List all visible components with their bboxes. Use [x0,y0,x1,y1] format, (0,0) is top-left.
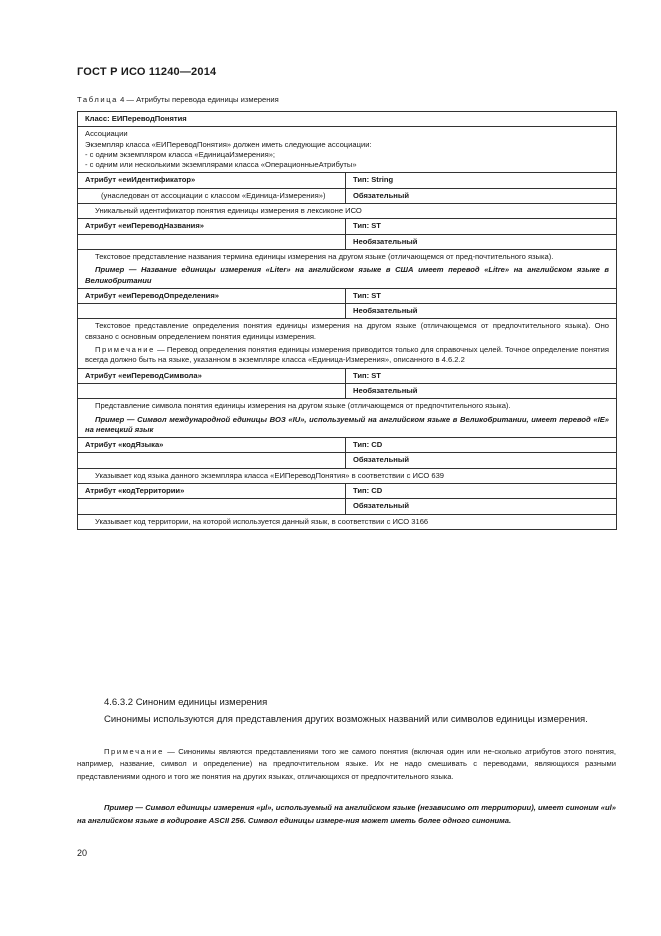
attr-desc-row [78,319,617,368]
class-row [78,112,617,127]
attr-description: Уникальный идентификатор понятия единицы измерения в лексиконе ИСО [78,204,617,219]
attr-type: Тип: ST [346,219,617,234]
attr-desc-row [78,399,617,438]
attr-row [78,438,617,453]
attributes-table [77,111,617,530]
attr-example: Пример — Название единицы измерения «Liter» на английском языке в США имеет перевод «Litre» на английском языке в Великобритании [85,265,610,285]
attr-description: Указывает код языка данного экземпляра класса «ЕИПереводПонятия» в соответствии с ИСО 639 [78,468,617,483]
attr-description: Текстовое представление названия термина единицы измерения на другом языке (отличающемся от пред-почтительного языка). [95,251,554,261]
attr-row [78,484,617,499]
attr-name: Атрибут «еиПереводСимвола» [78,368,346,383]
class-label: Класс: ЕИПереводПонятия [78,112,617,127]
caption-word: Таблица [77,95,118,104]
attr-description-cell [78,399,617,438]
attr-inherit-note: (унаследован от ассоциации с классом «Единица-Измерения») [78,188,346,203]
attr-name: Атрибут «еиПереводОпределения» [78,288,346,303]
attr-example: Пример — Символ международной единицы ВОЗ «IU», используемый на английском языке в Великобритании, имеет перевод «IE» на немецкий язык [85,414,610,434]
attr-obligation: Необязательный [346,234,617,249]
associations-row [78,127,617,173]
attr-type: Тип: ST [346,288,617,303]
note-text: — Синонимы являются представлениями того же самого понятия (включая один или не-сколько атрибутов этого понятия, например, название, символ и определение) на предпочтительном языке. Их не надо смешивать с переводами, являющихся разными представлениями одного и того же понятия на других языках, отличающихся от предпочтительного языка. [77,747,616,781]
association-item: - с одним экземпляром класса «ЕдиницаИзмерения»; [85,149,276,159]
attr-description: Представление символа понятия единицы измерения на другом языке (отличающемся от предпочтительного языка). [95,401,511,411]
attr-desc-row [78,514,617,529]
attr-row [78,288,617,303]
associations-intro: Экземпляр класса «ЕИПереводПонятия» должен иметь следующие ассоциации: [85,139,372,149]
associations-title: Ассоциации [85,129,128,139]
attr-obligation-row [78,188,617,203]
section-example: Пример — Символ единицы измерения «μl», используемый на английском языке (независимо от территории), имеет синоним «ul» на английском языке в кодировке ASCII 256. Символ единицы измере-ния может иметь более одного синонима. [77,803,616,825]
attr-obligation-row [78,499,617,514]
note-word: Примечание [104,747,164,756]
attr-row [78,219,617,234]
attr-row [78,173,617,188]
attr-description-cell [78,319,617,368]
associations-cell [78,127,617,173]
attr-obligation-row [78,383,617,398]
attr-obligation: Обязательный [346,499,617,514]
attr-type: Тип: String [346,173,617,188]
attr-obligation-row [78,453,617,468]
table-caption [77,95,279,104]
attr-type: Тип: CD [346,484,617,499]
attr-obligation: Обязательный [346,188,617,203]
attr-obligation: Обязательный [346,453,617,468]
note-text: — Перевод определения понятия единицы измерения приводится только для справочных целей. Точное определение понятия всегда должно быть на языке, указанном в экземпляре класса «Единица-Измерения», описанного в 4.6.2.2 [85,345,610,365]
attr-name: Атрибут «кодТерритории» [78,484,346,499]
document-title: ГОСТ Р ИСО 11240—2014 [77,66,217,78]
attr-name: Атрибут «еиПереводНазвания» [78,219,346,234]
attr-row [78,368,617,383]
section-note [77,746,616,783]
attr-description: Указывает код территории, на которой используется данный язык, в соответствии с ИСО 3166 [78,514,617,529]
attr-obligation-row [78,304,617,319]
attr-desc-row [78,468,617,483]
attr-description: Текстовое представление определения понятия единицы измерения на другом языке (отличающемся от предпочтительного языка). Оно связано с основным определением понятия единицы измерения. [85,321,610,341]
attr-description-cell [78,249,617,288]
page-number: 20 [77,848,88,858]
attr-obligation-row [78,234,617,249]
attr-name: Атрибут «кодЯзыка» [78,438,346,453]
attr-obligation: Необязательный [346,304,617,319]
attr-name: Атрибут «еиИдентификатор» [78,173,346,188]
attr-note [85,345,609,366]
caption-text: 4 — Атрибуты перевода единицы измерения [117,95,279,104]
attr-obligation: Необязательный [346,383,617,398]
section-heading: 4.6.3.2 Синоним единицы измерения [104,697,268,708]
association-item: - с одним или несколькими экземплярами класса «ОперационныеАтрибуты» [85,160,357,170]
attr-type: Тип: ST [346,368,617,383]
note-word: Примечание [95,345,155,355]
attr-desc-row [78,249,617,288]
attr-desc-row [78,204,617,219]
attr-type: Тип: CD [346,438,617,453]
section-body: Синонимы используются для представления других возможных названий или символов единицы измерения. [104,714,588,725]
